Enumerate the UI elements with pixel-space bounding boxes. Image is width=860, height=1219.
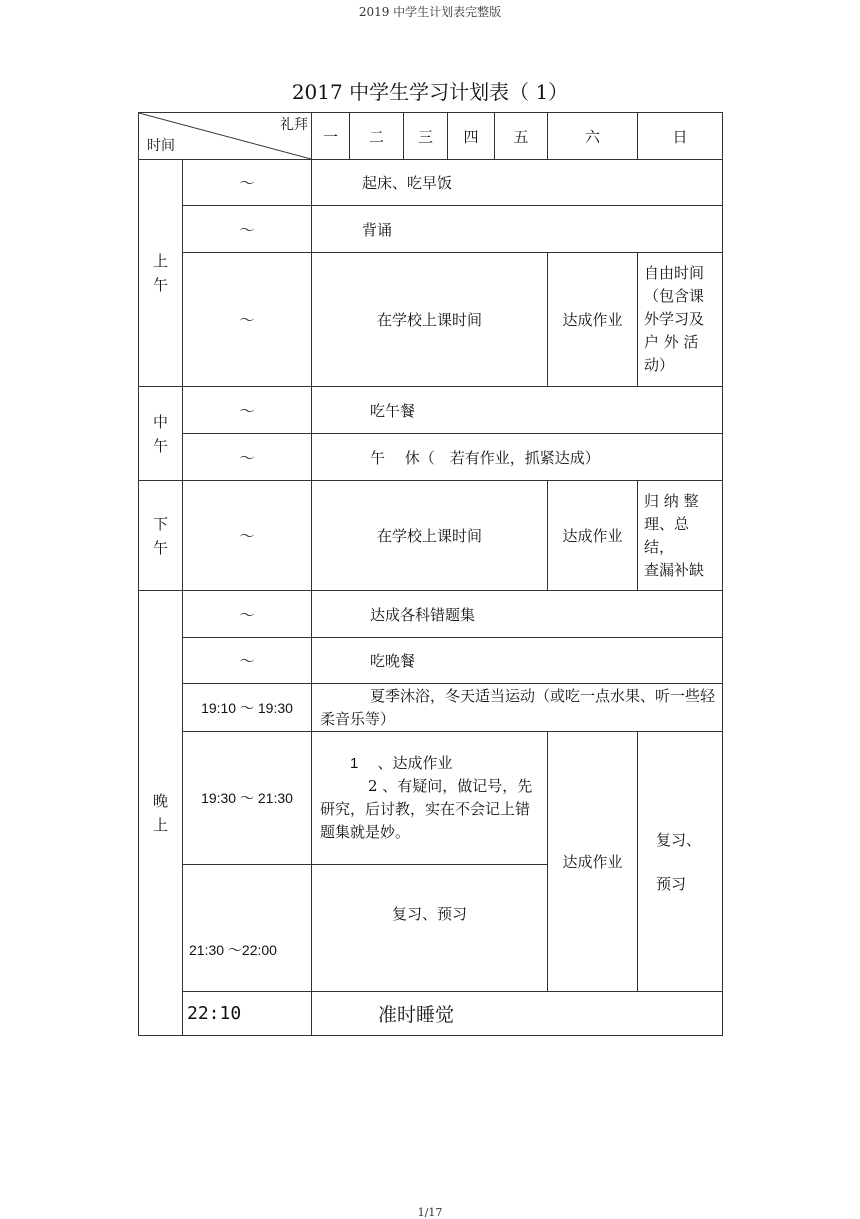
table-row [139,684,723,732]
table-row [139,591,723,638]
table-row [139,732,723,865]
header-row [139,113,723,160]
day-header-tue: 二 [350,113,404,160]
table-row [139,160,723,206]
time-cell: ～ [183,591,312,638]
activity-lunch: 吃午餐 [312,387,723,434]
time-cell: ～ [183,206,312,253]
day-header-fri: 五 [495,113,548,160]
table-row [139,206,723,253]
time-cell: ～ [183,638,312,684]
table-row [139,638,723,684]
day-axis-label: 礼拜 [280,117,308,133]
period-morning: 上 午 [139,160,183,387]
page-title: 2017 中学生学习计划表（ 1） [291,80,569,104]
document-header: 2019 中学生计划表完整版 [358,5,502,19]
day-header-mon: 一 [312,113,350,160]
time-cell: ～ [183,253,312,387]
homework-step-2: 2 、有疑问，做记号，先研究，后讨教，实在不会记上错题集就是妙。 [320,777,533,841]
time-cell: ～ [183,481,312,591]
activity-nap: 午 休（ 若有作业，抓紧达成） [312,434,723,481]
period-evening: 晚 上 [139,591,183,1036]
time-cell: 22:10 [183,992,312,1036]
activity-school-am: 在学校上课时间 [312,253,548,387]
activity-homework [312,732,548,865]
time-cell: ～ [183,387,312,434]
time-cell: 19:30 ～ 21:30 [183,732,312,865]
activity-sat-pm: 达成作业 [548,481,638,591]
activity-sat-am: 达成作业 [548,253,638,387]
period-noon: 中 午 [139,387,183,481]
table-row [139,992,723,1036]
day-header-sat: 六 [548,113,638,160]
table-row [139,253,723,387]
time-axis-label: 时间 [147,138,175,154]
period-afternoon: 下 午 [139,481,183,591]
time-cell: ～ [183,434,312,481]
day-header-sun: 日 [638,113,723,160]
time-cell: 21:30 ～22:00 [183,865,312,992]
day-header-thu: 四 [448,113,495,160]
activity-school-pm: 在学校上课时间 [312,481,548,591]
table-row [139,434,723,481]
activity-recite: 背诵 [312,206,723,253]
activity-bath: 夏季沐浴，冬天适当运动（或吃一点水果、听一些轻柔音乐等） [312,684,723,732]
page-number: 1/17 [417,1206,443,1219]
activity-sun-am: 自由时间 （包含课 外学习及 户 外 活 动） [638,253,723,387]
activity-dinner: 吃晚餐 [312,638,723,684]
activity-wake: 起床、吃早饭 [312,160,723,206]
corner-cell [139,113,312,160]
day-header-wed: 三 [404,113,448,160]
activity-mistakes: 达成各科错题集 [312,591,723,638]
schedule-table [138,112,723,1036]
table-row [139,387,723,434]
activity-sleep: 准时睡觉 [312,992,723,1036]
table-row [139,481,723,591]
activity-sun-eve: 复习、 预习 [638,732,723,992]
activity-sat-eve: 达成作业 [548,732,638,992]
time-cell: ～ [183,160,312,206]
activity-review: 复习、预习 [312,865,548,992]
time-cell: 19:10 ～ 19:30 [183,684,312,732]
homework-step-1: 1 、达成作业 [350,755,453,772]
activity-sun-pm: 归 纳 整 理、总结， 查漏补缺 [638,481,723,591]
